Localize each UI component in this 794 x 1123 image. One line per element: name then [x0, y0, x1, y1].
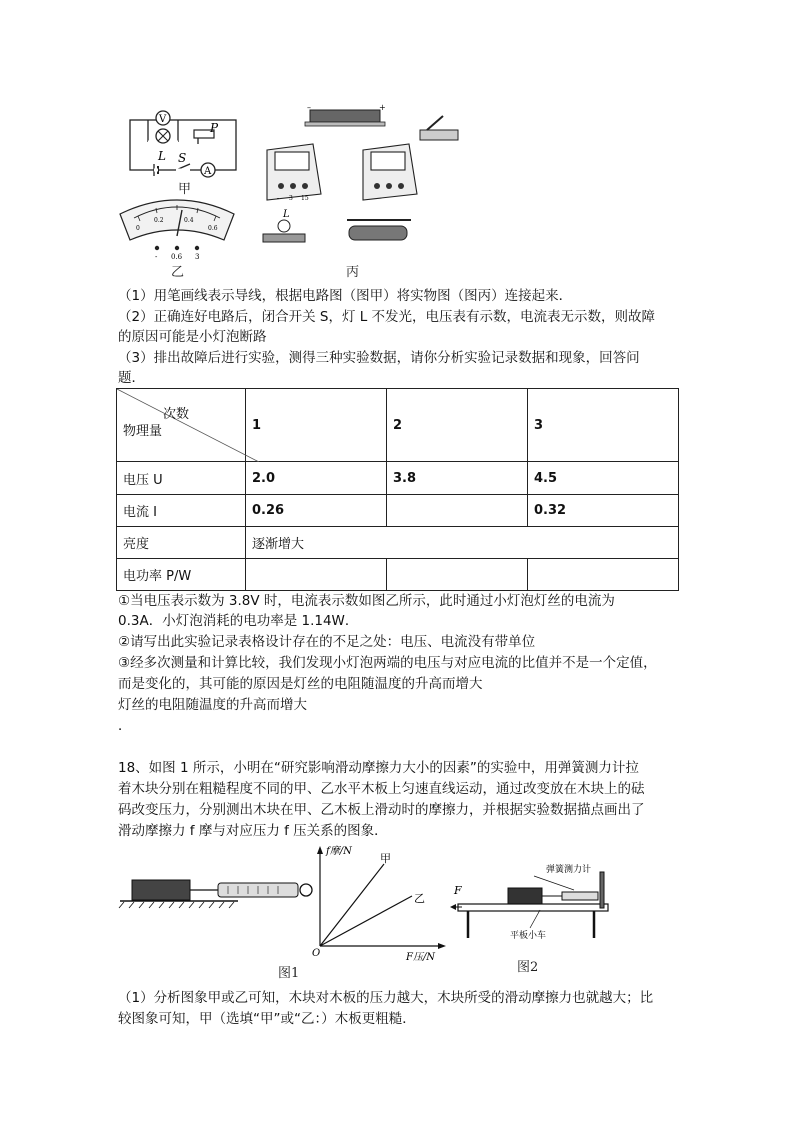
q17-ans1-line1: ①当电压表示数为 3.8V 时，电流表示数如图乙所示，此时通过小灯泡灯丝的电流为	[118, 593, 615, 609]
q18-line4: 滑动摩擦力 f 摩与对应压力 f 压关系的图象．	[118, 823, 388, 839]
q17-ans3-line3: 灯丝的电阻随温度的升高而增大	[118, 697, 307, 713]
cell-current-1: 0.26	[246, 495, 387, 527]
cell-power-1	[246, 559, 387, 591]
cell-current-2	[387, 495, 528, 527]
figure2-cart-setup	[450, 858, 630, 948]
q17-part3-line2: 题．	[118, 370, 145, 386]
graph-line-jia: 甲	[380, 852, 391, 865]
q18-ans1-line1: （1）分析图象甲或乙可知，木块对木板的压力越大，木块所受的滑动摩擦力也就越大；比	[118, 990, 654, 1006]
graph-line-yi: 乙	[414, 892, 425, 905]
cell-power-2	[387, 559, 528, 591]
ammeter-symbol: A	[204, 166, 212, 177]
q17-ans3-line2: 而是变化的，其可能的原因是灯丝的电阻随温度的升高而增大	[118, 676, 483, 692]
graph-origin: O	[312, 948, 321, 959]
graph-x-label: F压/N	[406, 952, 436, 962]
graph-y-label: f摩/N	[326, 846, 352, 857]
q18-ans1-line2: 较图象可知，甲（选填“甲”或“乙：）木板更粗糙．	[118, 1011, 416, 1027]
svg-text:+: +	[379, 103, 386, 112]
figure1-block-and-spring	[118, 868, 318, 918]
data-table	[116, 388, 679, 591]
table-row	[117, 462, 679, 495]
voltmeter-terminal-3: 3	[289, 195, 293, 202]
cell-voltage-1: 2.0	[246, 462, 387, 495]
table-header-diagonal	[117, 389, 246, 462]
cell-voltage-2: 3.8	[387, 462, 528, 495]
dial-tick-1: 0.2	[154, 217, 164, 224]
meter-terminal-3: 3	[195, 253, 200, 260]
cell-brightness-merged: 逐渐增大	[246, 527, 679, 559]
q17-ans1-line2: 0.3A．小灯泡消耗的电功率是 1.14W．	[118, 613, 359, 629]
label-bing: 丙	[346, 265, 360, 280]
q17-part2-line1: （2）正确连好电路后，闭合开关 S，灯 L 不发光，电压表有示数，电流表无示数，则故障	[118, 309, 656, 325]
col-header-1: 1	[246, 389, 387, 462]
cell-current-3: 0.32	[528, 495, 679, 527]
dial-tick-2: 0.4	[184, 217, 194, 224]
header-count: 次数	[162, 407, 189, 422]
figure1-graph	[306, 842, 446, 962]
meter-terminal-06: 0.6	[171, 253, 183, 260]
lamp-symbol-label: L	[158, 149, 166, 163]
row-label-voltage: 电压 U	[117, 462, 246, 495]
fig1-caption: 图1	[278, 966, 300, 981]
q17-ans3-line1: ③经多次测量和计算比较，我们发现小灯泡两端的电压与对应电流的比值并不是一个定值，	[118, 655, 657, 671]
table-row	[117, 559, 679, 591]
table-row	[117, 495, 679, 527]
label-jia: 甲	[178, 182, 192, 197]
q17-part2-line2: 的原因可能是小灯泡断路	[118, 329, 267, 345]
header-quantity: 物理量	[123, 424, 163, 439]
row-label-brightness: 亮度	[117, 527, 246, 559]
voltmeter-terminal-minus: -	[277, 195, 280, 202]
voltmeter-symbol: V	[159, 114, 167, 125]
fig2-cart-label: 平板小车	[510, 931, 547, 941]
cell-power-3	[528, 559, 679, 591]
row-label-current: 电流 I	[117, 495, 246, 527]
q17-part3-line1: （3）排出故障后进行实验，测得三种实验数据，请你分析实验记录数据和现象，回答问	[118, 350, 640, 366]
fig2-caption: 图2	[517, 960, 539, 975]
cell-voltage-3: 4.5	[528, 462, 679, 495]
apparatus-lamp-label: L	[283, 209, 290, 220]
dial-tick-0: 0	[136, 225, 140, 232]
svg-text:–: –	[307, 103, 311, 112]
q17-ans2: ②请写出此实验记录表格设计存在的不足之处：电压、电流没有带单位	[118, 634, 536, 650]
rheostat-label: P	[210, 121, 219, 135]
dial-tick-3: 0.6	[208, 225, 218, 232]
q18-line3: 码改变压力，分别测出木块在甲、乙木板上滑动时的摩擦力，并根据实验数据描点画出了	[118, 802, 645, 818]
row-label-power: 电功率 P/W	[117, 559, 246, 591]
fig2-force-label: F	[454, 884, 462, 897]
q18-line2: 着木块分别在粗糙程度不同的甲、乙水平木板上匀速直线运动，通过改变放在木块上的砝	[118, 781, 645, 797]
table-row	[117, 527, 679, 559]
voltmeter-terminal-15: 15	[301, 195, 309, 202]
col-header-2: 2	[387, 389, 528, 462]
label-yi: 乙	[171, 265, 185, 280]
figure-meter-dial	[112, 192, 242, 260]
q18-line1: 18、如图 1 所示，小明在“研究影响滑动摩擦力大小的因素”的实验中，用弹簧测力计拉	[118, 760, 639, 776]
q17-ans3-line4: ．	[118, 718, 132, 734]
col-header-3: 3	[528, 389, 679, 462]
q17-part1: （1）用笔画线表示导线，根据电路图（图甲）将实物图（图丙）连接起来．	[118, 288, 573, 304]
fig2-meter-label: 弹簧测力计	[546, 865, 592, 875]
switch-label: S	[178, 151, 187, 165]
meter-terminal-minus: -	[155, 253, 158, 260]
figure-apparatus	[255, 102, 465, 260]
